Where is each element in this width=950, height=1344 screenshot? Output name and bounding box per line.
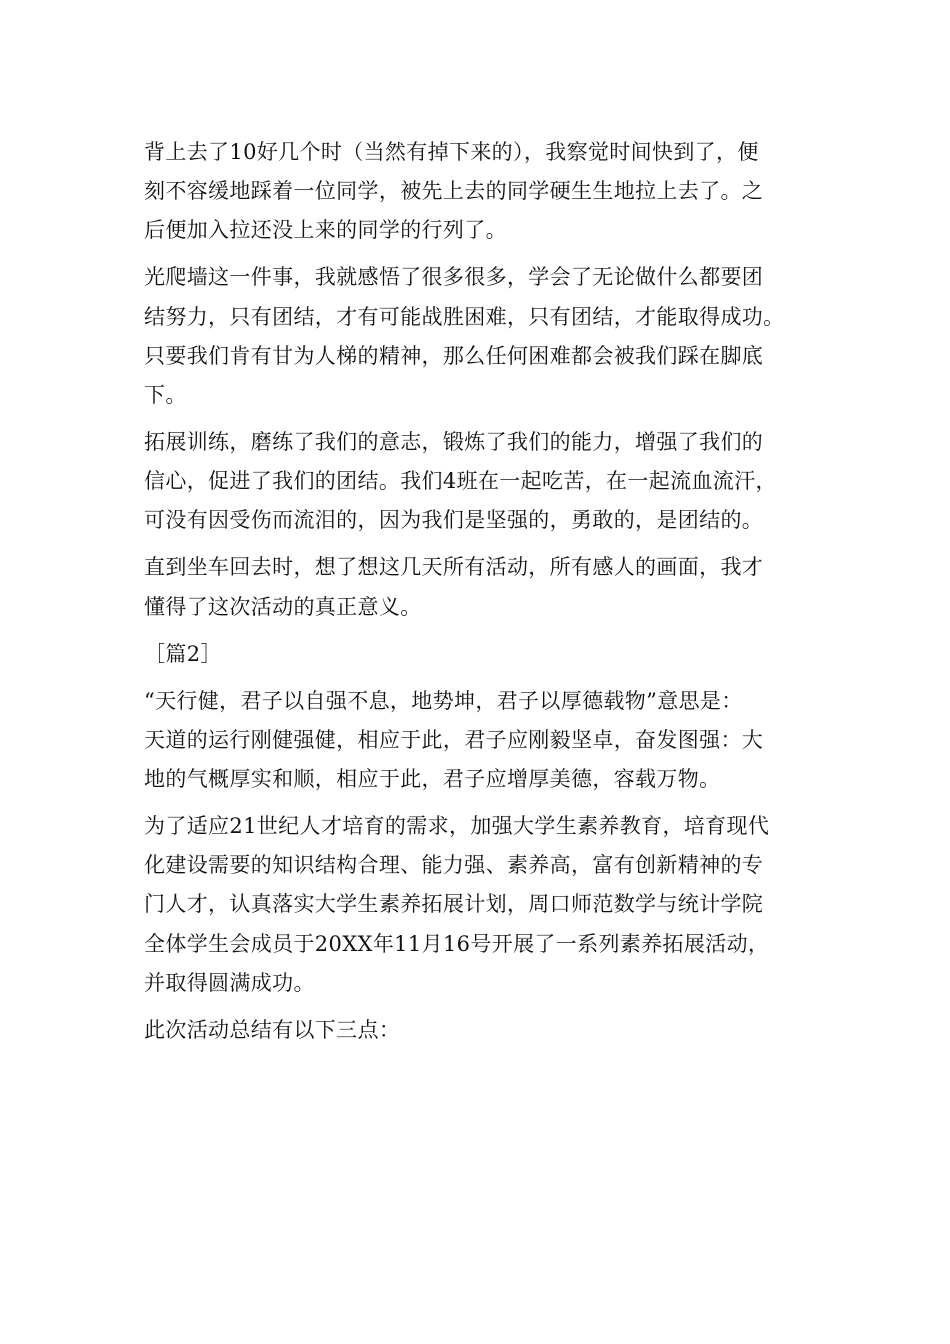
paragraph-training-reflection: 拓展训练，磨练了我们的意志，锻炼了我们的能力，增强了我们的 信心，促进了我们的团结。我们4班在一起吃苦，在一起流血流汗， 可没有因受伤而流泪的，因为我们是坚强的，勇敢的，是团结的。: [144, 430, 777, 533]
paragraph-quote-meaning: “天行健，君子以自强不息，地势坤，君子以厚德载物”意思是： 天道的运行刚健强健，相应于此，君子应刚毅坚卓，奋发图强：大 地的气概厚实和顺，相应于此，君子应增厚美德，容载万物。: [144, 688, 764, 792]
paragraph-teamwork-lesson: 光爬墙这一件事，我就感悟了很多很多，学会了无论做什么都要团 结努力，只有团结，才有可能战胜困难，只有团结，才能取得成功。 只要我们肯有甘为人梯的精神，那么任何困难都会被我们踩在脚底 下。: [144, 265, 785, 408]
paragraph-summary-lead: 此次活动总结有以下三点：: [144, 1017, 401, 1042]
paragraph-ride-home: 直到坐车回去时，想了想这几天所有活动，所有感人的画面，我才 懂得了这次活动的真正意义。: [144, 555, 764, 619]
paragraph-activity-intro: 为了适应21世纪人才培育的需求，加强大学生素养教育，培育现代 化建设需要的知识结构合理、能力强、素养高，富有创新精神的专 门人才，认真落实大学生素养拓展计划，周口师范数学与统计学院 全体学生会成员于20XX年11月16号开展了一系列素养拓展活动， 并取得圆满成功。: [144, 814, 770, 995]
document-body: [144, 133, 824, 1058]
paragraph-climb-wall: 背上去了10好几个时（当然有掉下来的），我察觉时间快到了，便 刻不容缓地踩着一位同学，被先上去的同学硬生生地拉上去了。之 后便加入拉还没上来的同学的行列了。: [144, 140, 764, 243]
section-heading: ［篇2］: [144, 641, 222, 666]
